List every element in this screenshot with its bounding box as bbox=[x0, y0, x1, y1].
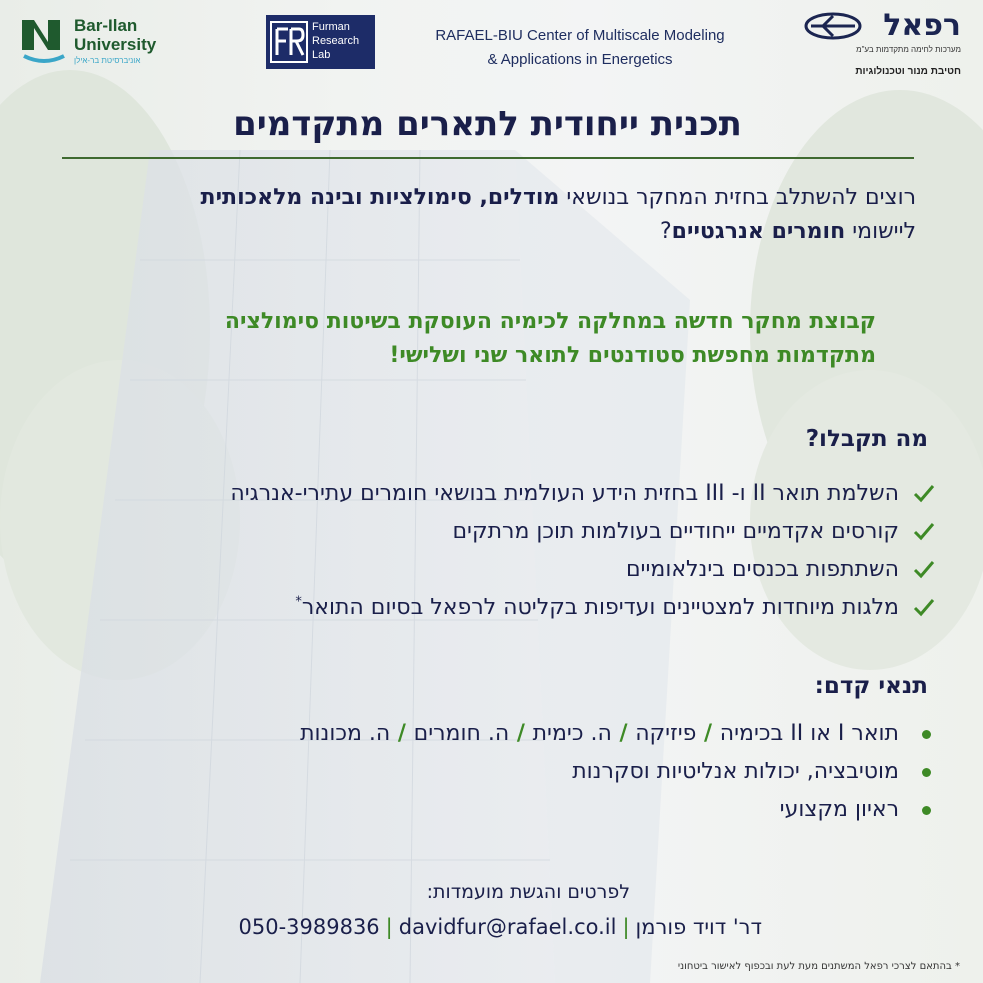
group-line1: קבוצת מחקר חדשה במחלקה לכימיה העוסקת בשיטות סימולציה bbox=[224, 309, 876, 334]
rafael-emblem-icon bbox=[803, 10, 863, 42]
benefits-heading: מה תקבלו? bbox=[805, 426, 928, 452]
contact-name: דר' דויד פורמן bbox=[635, 915, 762, 939]
benefit-item bbox=[40, 513, 935, 551]
requirement-degree: תואר I או II בכימיה bbox=[719, 721, 899, 746]
intro-text-3: ? bbox=[659, 219, 672, 244]
intro-bold-2: חומרים אנרגטיים bbox=[671, 219, 846, 244]
group-line2: מתקדמות מחפשת סטודנטים לתואר שני ושלישי! bbox=[389, 343, 876, 368]
frl-line2: Research bbox=[312, 35, 360, 47]
intro-bold-1: מודלים, סימולציות ובינה מלאכותית bbox=[200, 185, 560, 210]
requirements-list bbox=[40, 715, 935, 829]
checkmark-icon bbox=[913, 559, 935, 579]
contact-phone[interactable]: 050-3989836 bbox=[238, 915, 380, 939]
intro-paragraph bbox=[30, 181, 916, 249]
footnote-mark: * bbox=[955, 961, 960, 972]
separator: / bbox=[611, 721, 636, 746]
contact-line bbox=[150, 910, 762, 944]
rafael-logo bbox=[795, 8, 965, 80]
contact-heading: לפרטים והגשת מועמדות: bbox=[426, 881, 630, 903]
requirement-field: ה. חומרים bbox=[413, 721, 510, 746]
bar-ilan-logo bbox=[18, 12, 188, 68]
checkmark-icon bbox=[913, 521, 935, 541]
requirement-text: מוטיבציה, יכולות אנליטיות וסקרנות bbox=[572, 759, 899, 784]
footnote bbox=[620, 961, 960, 972]
furman-lab-logo bbox=[266, 15, 375, 69]
separator: / bbox=[390, 721, 414, 746]
frl-line1: Furman bbox=[312, 21, 350, 33]
benefit-item bbox=[40, 551, 935, 589]
intro-text-1: רוצים להשתלב בחזית המחקר בנושאי bbox=[559, 185, 916, 210]
frl-text bbox=[312, 20, 359, 62]
center-name bbox=[390, 24, 770, 72]
requirement-item bbox=[40, 791, 935, 829]
benefit-text: קורסים אקדמיים ייחודיים בעולמות תוכן מרתקים bbox=[452, 519, 899, 544]
requirement-field: ה. מכונות bbox=[300, 721, 391, 746]
rafael-subtitle: מערכות לחימה מתקדמות בע"מ bbox=[856, 45, 961, 54]
rafael-name: רפאל bbox=[883, 8, 961, 43]
benefits-list bbox=[40, 475, 935, 627]
frl-monogram-icon bbox=[270, 21, 308, 63]
separator: / bbox=[509, 721, 533, 746]
contact-divider: | bbox=[622, 915, 630, 939]
frl-line3: Lab bbox=[312, 49, 331, 61]
bullet-icon bbox=[922, 730, 931, 739]
benefit-item bbox=[40, 589, 935, 627]
checkmark-icon bbox=[913, 483, 935, 503]
intro-text-2: ליישומי bbox=[845, 219, 916, 244]
checkmark-icon bbox=[913, 597, 935, 617]
benefit-text: השתתפות בכנסים בינלאומיים bbox=[625, 557, 899, 582]
benefit-item bbox=[40, 475, 935, 513]
bar-ilan-name-line1: Bar-Ilan bbox=[74, 16, 138, 35]
requirement-item bbox=[40, 753, 935, 791]
center-name-line1: RAFAEL-BIU Center of Multiscale Modeling bbox=[435, 27, 725, 44]
bullet-icon bbox=[922, 806, 931, 815]
benefit-text: מלגות מיוחדות למצטיינים ועדיפות בקליטה לרפאל בסיום התואר bbox=[301, 595, 899, 620]
bullet-icon bbox=[922, 768, 931, 777]
benefit-text: השלמת תואר II ו- III בחזית הידע העולמית בנושאי חומרים עתירי-אנרגיה bbox=[230, 481, 899, 506]
requirement-field: ה. כימית bbox=[532, 721, 612, 746]
requirement-text: ראיון מקצועי bbox=[779, 797, 899, 822]
bar-ilan-name bbox=[74, 16, 156, 54]
page-title: תכנית ייחודית לתארים מתקדמים bbox=[233, 104, 742, 144]
title-divider bbox=[62, 157, 914, 159]
bar-ilan-name-line2: University bbox=[74, 35, 157, 54]
bar-ilan-emblem-icon bbox=[18, 12, 70, 64]
separator: / bbox=[696, 721, 720, 746]
footnote-asterisk: * bbox=[295, 594, 302, 610]
center-name-line2: & Applications in Energetics bbox=[487, 51, 673, 68]
group-announcement bbox=[40, 305, 876, 373]
requirement-item bbox=[40, 715, 935, 753]
bar-ilan-tagline: אוניברסיטת בר-אילן bbox=[74, 56, 141, 65]
contact-divider: | bbox=[385, 915, 393, 939]
contact-email-link[interactable]: davidfur@rafael.co.il bbox=[398, 915, 617, 939]
footnote-text: בהתאם לצרכי רפאל המשתנים מעת לעת ובכפוף לאישור ביטחוני bbox=[677, 961, 952, 972]
rafael-division: חטיבת מנור וטכנולוגיות bbox=[855, 66, 961, 77]
requirement-field: פיזיקה bbox=[635, 721, 697, 746]
requirements-heading: תנאי קדם: bbox=[814, 673, 928, 699]
